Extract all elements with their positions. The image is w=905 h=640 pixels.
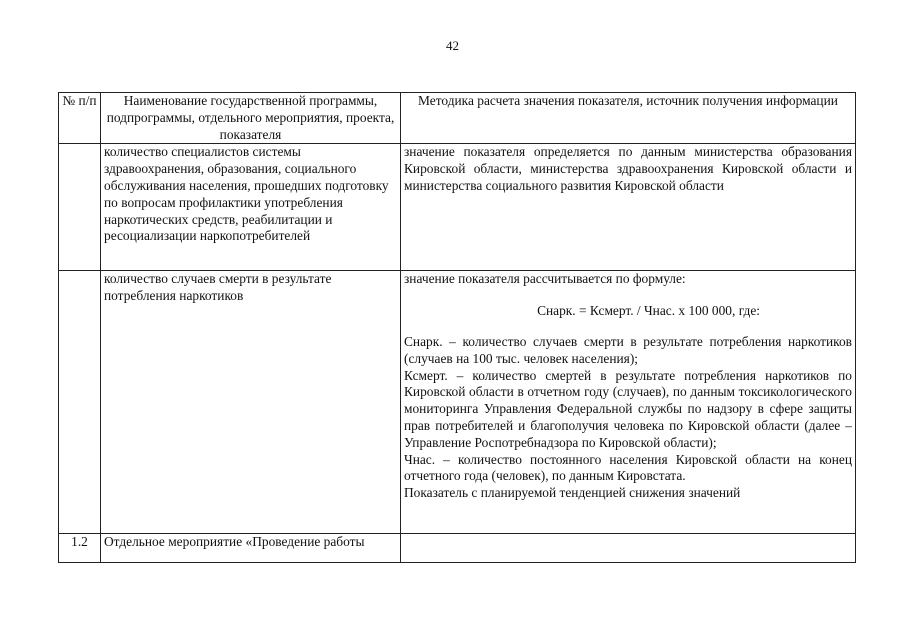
row-method [401,271,856,534]
table-header-row [59,93,856,144]
row-num [59,144,101,271]
row-name: количество специалистов системы здравоохранения, образования, социального обслуживания населения, прошедших подготовку по вопросам профилактики употребления наркотических средств, реабилитации и ресоциализации наркопотребителей [101,144,401,271]
method-intro: значение показателя рассчитывается по формуле: [404,271,686,287]
table-row [59,144,856,271]
page-number: 42 [446,38,459,53]
header-num: № п/п [59,93,101,144]
formula: Снарк. = Ксмерт. / Чнас. х 100 000, где: [537,303,760,319]
row-method: значение показателя определяется по данным министерства образования Кировской области, министерства здравоохранения Кировской области и министерства социального развития Кировской области [401,144,856,271]
table-row [59,534,856,563]
definition-ksmert: Ксмерт. – количество смертей в результате потребления наркотиков по Кировской области в отчетном году (случаев), по данным токсикологического мониторинга Управления Федеральной службы по надзору в сфере защиты прав потребителей и благополучия человека по Кировской области (далее – Управление Роспотребнадзора по Кировской области); [404,367,852,450]
row-name: количество случаев смерти в результате потребления наркотиков [101,271,401,534]
header-method: Методика расчета значения показателя, источник получения информации [401,93,856,144]
row-num: 1.2 [59,534,101,563]
row-name: Отдельное мероприятие «Проведение работы [101,534,401,563]
row-num [59,271,101,534]
row-method [401,534,856,563]
trend-note: Показатель с планируемой тенденцией снижения значений [404,485,741,501]
header-name: Наименование государственной программы, подпрограммы, отдельного мероприятия, проекта, показателя [101,93,401,144]
indicators-table [58,92,856,563]
definition-chnas: Чнас. – количество постоянного населения Кировской области на конец отчетного года (человек), по данным Кировстата. [404,451,852,484]
table-row [59,271,856,534]
definition-snark: Снарк. – количество случаев смерти в результате потребления наркотиков (случаев на 100 тыс. человек населения); [404,333,852,366]
